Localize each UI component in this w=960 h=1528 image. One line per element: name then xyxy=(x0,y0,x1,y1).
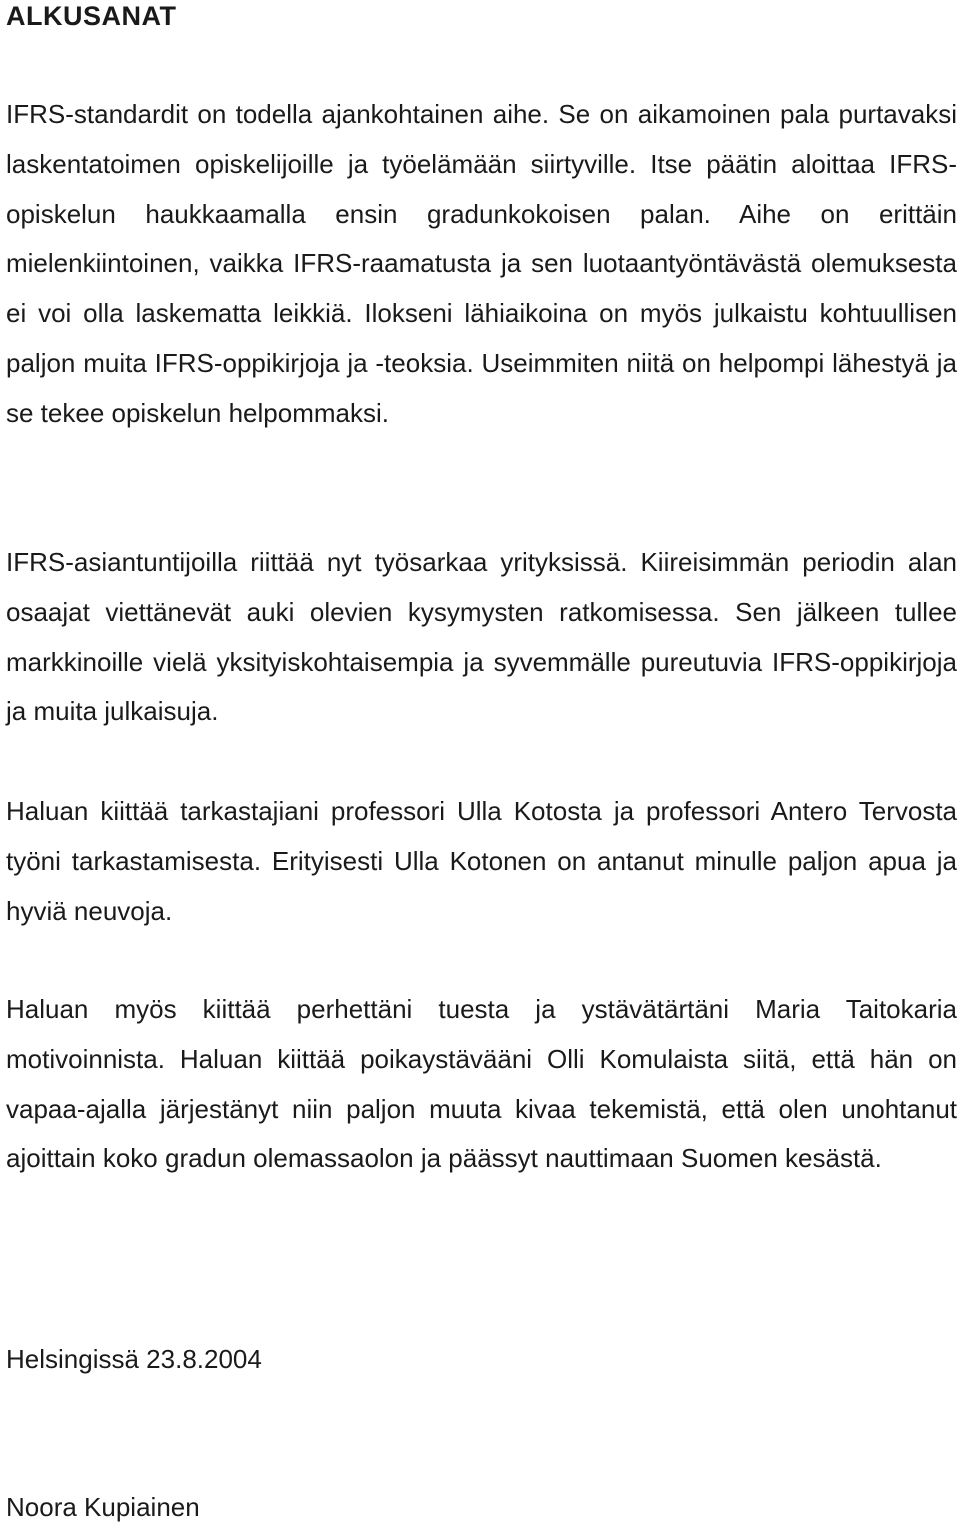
paragraph-thanks-family: Haluan myös kiittää perhettäni tuesta ja ystävätärtäni Maria Taitokaria motivoinnista. Haluan kiittää poikaystävääni Olli Komulaista siitä, että hän on vapaa-ajalla järjestänyt niin paljon muuta kivaa tekemistä, että olen unohtanut ajoittain koko gradun olemassaolon ja päässyt nauttimaan Suomen kesästä. xyxy=(6,994,957,1174)
author-signature: Noora Kupiainen xyxy=(6,1492,200,1522)
place-and-date: Helsingissä 23.8.2004 xyxy=(6,1344,262,1374)
paragraph-thanks-reviewers: Haluan kiittää tarkastajiani professori Ulla Kotosta ja professori Antero Tervosta työni tarkastamisesta. Erityisesti Ulla Kotonen on antanut minulle paljon apua ja hyviä neuvoja. xyxy=(6,796,957,926)
paragraph-ifrs-experts: IFRS-asiantuntijoilla riittää nyt työsarkaa yrityksissä. Kiireisimmän periodin alan osaajat viettänevät auki olevien kysymysten ratkomisessa. Sen jälkeen tullee markkinoille vielä yksityiskohtaisempia ja syvemmälle pureutuvia IFRS-oppikirjoja ja muita julkaisuja. xyxy=(6,547,957,727)
page-title: ALKUSANAT xyxy=(6,1,177,31)
paragraph-ifrs-topic: IFRS-standardit on todella ajankohtainen aihe. Se on aikamoinen pala purtavaksi laskentatoimen opiskelijoille ja työelämään siirtyville. Itse päätin aloittaa IFRS-opiskelun haukkaamalla ensin gradunkokoisen palan. Aihe on erittäin mielenkiintoinen, vaikka IFRS-raamatusta ja sen luotaantyöntävästä olemuksesta ei voi olla laskematta leikkiä. Ilokseni lähiaikoina on myös julkaistu kohtuullisen paljon muita IFRS-oppikirjoja ja -teoksia. Useimmiten niitä on helpompi lähestyä ja se tekee opiskelun helpommaksi. xyxy=(6,99,957,428)
